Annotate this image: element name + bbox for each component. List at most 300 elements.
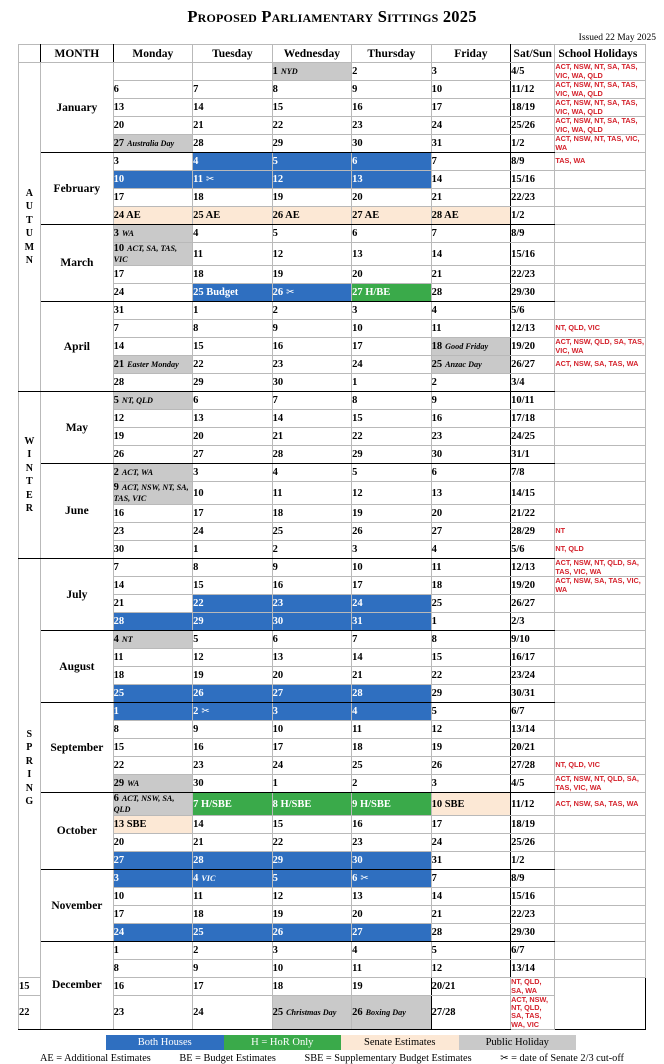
- school-holidays-cell: [555, 225, 646, 243]
- school-holidays-cell: NT, QLD, SA, WA: [511, 978, 555, 996]
- day-number: 28 AE: [431, 210, 459, 221]
- day-number: 18: [272, 508, 284, 519]
- school-holidays-cell: [555, 482, 646, 505]
- day-number: 23: [113, 526, 125, 537]
- week-row: [19, 99, 646, 117]
- day-number: 30: [193, 778, 204, 789]
- day-number: 11: [352, 963, 363, 974]
- weekend-cell: 25/26: [511, 834, 555, 852]
- day-number: 24 AE: [113, 210, 141, 221]
- day-number: 9: [272, 562, 278, 573]
- day-number: 2: [431, 377, 437, 388]
- col-header-season: [19, 45, 41, 63]
- day-cell: [431, 117, 511, 135]
- day-number: 25 Budget: [193, 287, 239, 298]
- day-number: 18: [113, 670, 125, 681]
- day-cell: [113, 685, 193, 703]
- day-cell: [193, 117, 273, 135]
- day-cell: [193, 63, 273, 81]
- day-cell: [193, 320, 273, 338]
- day-number: 24: [352, 598, 363, 609]
- day-cell: [272, 924, 352, 942]
- day-cell: [431, 906, 511, 924]
- day-number: 15: [113, 742, 125, 753]
- day-cell: [272, 852, 352, 870]
- school-holidays-cell: [555, 446, 646, 464]
- weekend-cell: 9/10: [511, 631, 555, 649]
- day-note: Boxing Day: [365, 1007, 406, 1017]
- school-holidays-cell: [555, 924, 646, 942]
- day-cell: [352, 924, 432, 942]
- day-number: 7: [352, 634, 358, 645]
- school-holidays-cell: TAS, WA: [555, 153, 646, 171]
- senate-cutoff-icon: ✂: [286, 287, 295, 298]
- day-number: 30: [113, 544, 125, 555]
- day-number: 23: [352, 837, 363, 848]
- day-cell: [113, 189, 193, 207]
- day-cell: [352, 793, 432, 816]
- day-cell: [113, 320, 193, 338]
- weekend-cell: 1/2: [511, 207, 555, 225]
- day-cell: [113, 834, 193, 852]
- season-label-winter: W I N T E R: [19, 392, 41, 559]
- day-cell: [272, 595, 352, 613]
- day-number: 5: [113, 395, 119, 406]
- week-row: [19, 595, 646, 613]
- week-row: [19, 302, 646, 320]
- day-cell: [193, 153, 273, 171]
- col-header-school-holidays: School Holidays: [555, 45, 646, 63]
- day-cell: [272, 374, 352, 392]
- weekend-cell: 5/6: [511, 541, 555, 559]
- day-cell: [193, 302, 273, 320]
- day-cell: [113, 505, 193, 523]
- week-row: [19, 631, 646, 649]
- school-holidays-cell: [555, 631, 646, 649]
- month-label-december: December: [41, 942, 113, 1030]
- day-number: 11: [272, 487, 283, 499]
- week-row: [19, 924, 646, 942]
- day-number: 4: [431, 544, 437, 555]
- day-number: 10: [431, 84, 443, 95]
- day-cell: [272, 816, 352, 834]
- weekend-cell: 4/5: [511, 775, 555, 793]
- day-cell: [272, 960, 352, 978]
- day-note: NYD: [280, 67, 298, 76]
- day-number: 1: [113, 706, 119, 717]
- day-cell: [352, 505, 432, 523]
- school-holidays-cell: [555, 685, 646, 703]
- day-number: 17: [193, 508, 204, 519]
- day-cell: [113, 117, 193, 135]
- day-number: 14: [193, 102, 204, 113]
- day-cell: [352, 266, 432, 284]
- col-header-month: MONTH: [41, 45, 113, 63]
- day-cell: [352, 541, 432, 559]
- month-label-january: January: [41, 63, 113, 153]
- day-cell: [431, 428, 511, 446]
- day-cell: [431, 942, 511, 960]
- day-cell: [431, 505, 511, 523]
- day-cell: [352, 63, 432, 81]
- day-number: 1: [193, 305, 199, 316]
- day-cell: [193, 266, 273, 284]
- day-number: 14: [431, 891, 443, 902]
- day-note: ACT, WA: [121, 468, 154, 477]
- day-cell: [431, 888, 511, 906]
- day-cell: [352, 721, 432, 739]
- day-cell: [19, 978, 41, 996]
- day-note: ACT, SA, TAS, VIC: [113, 244, 178, 264]
- day-cell: [193, 739, 273, 757]
- day-cell: [272, 631, 352, 649]
- day-cell: [431, 482, 511, 505]
- day-number: 7: [113, 562, 119, 573]
- day-cell: [19, 996, 41, 1030]
- day-cell: [193, 356, 273, 374]
- day-cell: [352, 667, 432, 685]
- day-number: 27 H/BE: [352, 287, 391, 298]
- school-holidays-cell: NT, QLD, VIC: [555, 757, 646, 775]
- week-row: [19, 81, 646, 99]
- week-row: [19, 978, 646, 996]
- day-cell: [431, 153, 511, 171]
- week-row: [19, 189, 646, 207]
- day-cell: [113, 942, 193, 960]
- day-cell: [352, 338, 432, 356]
- day-number: 14: [193, 819, 204, 830]
- day-cell: [193, 793, 273, 816]
- day-cell: [272, 667, 352, 685]
- week-row: [19, 757, 646, 775]
- weekend-cell: 6/7: [511, 703, 555, 721]
- day-cell: [272, 410, 352, 428]
- senate-cutoff-icon: ✂: [500, 1052, 509, 1064]
- day-cell: [272, 739, 352, 757]
- day-cell: [272, 338, 352, 356]
- day-number: 11: [193, 891, 204, 902]
- weekend-cell: 2/3: [511, 613, 555, 631]
- day-cell: [193, 392, 273, 410]
- day-number: 24: [113, 927, 125, 938]
- day-cell: [352, 703, 432, 721]
- week-row: [19, 613, 646, 631]
- week-row: [19, 721, 646, 739]
- legend-note: ✂ = date of Senate 2/3 cut-off: [500, 1052, 624, 1064]
- legend: [18, 1035, 646, 1064]
- day-cell: [272, 523, 352, 541]
- day-number: 26: [352, 1006, 363, 1018]
- day-number: 9: [431, 395, 437, 406]
- day-cell: [352, 942, 432, 960]
- weekend-cell: 15/16: [511, 888, 555, 906]
- day-number: 27 AE: [352, 210, 380, 221]
- day-number: 4: [272, 467, 278, 478]
- day-cell: [431, 834, 511, 852]
- day-cell: [193, 541, 273, 559]
- day-number: 5: [193, 634, 199, 645]
- weekend-cell: 8/9: [511, 225, 555, 243]
- day-cell: [113, 302, 193, 320]
- day-cell: [431, 338, 511, 356]
- day-number: 13: [431, 487, 443, 499]
- day-number: 8: [113, 724, 119, 735]
- day-cell: [352, 595, 432, 613]
- day-number: 6: [113, 84, 119, 95]
- legend-swatch-gray: Public Holiday: [459, 1035, 577, 1050]
- day-cell: [272, 613, 352, 631]
- legend-swatch-green: H = HoR Only: [224, 1035, 342, 1050]
- day-number: 27: [193, 449, 204, 460]
- day-cell: [352, 757, 432, 775]
- weekend-cell: 13/14: [511, 960, 555, 978]
- col-header-friday: Friday: [431, 45, 511, 63]
- weekend-cell: 4/5: [511, 63, 555, 81]
- day-number: 14: [113, 580, 125, 591]
- legend-swatch-peach: Senate Estimates: [341, 1035, 459, 1050]
- day-number: 19: [352, 508, 363, 519]
- day-number: 31: [431, 855, 443, 866]
- day-cell: [431, 320, 511, 338]
- weekend-cell: 31/1: [511, 446, 555, 464]
- day-cell: [272, 870, 352, 888]
- day-cell: [193, 834, 273, 852]
- day-cell: [113, 577, 193, 595]
- day-cell: [272, 63, 352, 81]
- day-number: 25: [272, 526, 284, 537]
- day-number: 20: [352, 909, 363, 920]
- day-number: 2: [193, 706, 199, 717]
- day-cell: [431, 410, 511, 428]
- school-holidays-cell: ACT, NSW, NT, SA, TAS, VIC, WA, QLD: [555, 63, 646, 81]
- week-row: [19, 816, 646, 834]
- day-cell: [272, 135, 352, 153]
- day-number: 15: [193, 580, 204, 591]
- day-cell: [431, 757, 511, 775]
- day-cell: [272, 834, 352, 852]
- day-number: 28: [431, 927, 443, 938]
- day-cell: [113, 243, 193, 266]
- day-cell: [272, 996, 352, 1030]
- day-number: 20: [113, 837, 125, 848]
- weekend-cell: 22/23: [511, 189, 555, 207]
- day-number: 25: [113, 688, 125, 699]
- day-number: 16: [113, 508, 125, 519]
- school-holidays-cell: [555, 888, 646, 906]
- day-cell: [431, 924, 511, 942]
- weekend-cell: 6/7: [511, 942, 555, 960]
- day-cell: [352, 207, 432, 225]
- day-number: 24: [193, 526, 204, 537]
- day-note: ACT, NSW, NT, SA, TAS, VIC: [113, 483, 189, 503]
- day-cell: [352, 482, 432, 505]
- week-row: [19, 906, 646, 924]
- day-number: 3: [352, 544, 358, 555]
- day-cell: [352, 649, 432, 667]
- day-cell: [431, 284, 511, 302]
- day-cell: [352, 356, 432, 374]
- month-label-october: October: [41, 793, 113, 870]
- day-cell: [431, 816, 511, 834]
- day-cell: [113, 464, 193, 482]
- day-cell: [272, 446, 352, 464]
- weekend-cell: 19/20: [511, 577, 555, 595]
- day-cell: [193, 870, 273, 888]
- day-number: 16: [352, 102, 363, 113]
- week-row: [19, 685, 646, 703]
- day-cell: [431, 739, 511, 757]
- day-number: 2: [272, 544, 278, 555]
- day-number: 21: [272, 431, 284, 442]
- day-cell: [272, 577, 352, 595]
- day-cell: [113, 153, 193, 171]
- day-number: 23: [352, 120, 363, 131]
- weekend-cell: 16/17: [511, 649, 555, 667]
- day-number: 19: [272, 192, 284, 203]
- day-cell: [113, 739, 193, 757]
- day-number: 9: [113, 482, 119, 493]
- school-holidays-cell: [555, 266, 646, 284]
- school-holidays-cell: [555, 595, 646, 613]
- day-cell: [272, 81, 352, 99]
- weekend-cell: 11/12: [511, 793, 555, 816]
- day-cell: [431, 703, 511, 721]
- day-cell: [193, 613, 273, 631]
- day-number: 20: [193, 431, 204, 442]
- day-number: 3: [431, 778, 437, 789]
- day-number: 7: [431, 228, 437, 239]
- day-cell: [272, 392, 352, 410]
- day-cell: [113, 721, 193, 739]
- day-number: 7 H/SBE: [193, 798, 232, 810]
- weekend-cell: 13/14: [511, 721, 555, 739]
- day-number: 24: [431, 120, 443, 131]
- day-number: 4: [193, 228, 199, 239]
- day-cell: [193, 888, 273, 906]
- month-label-july: July: [41, 559, 113, 631]
- week-row: [19, 996, 646, 1030]
- day-cell: [352, 960, 432, 978]
- legend-note: BE = Budget Estimates: [179, 1052, 276, 1064]
- school-holidays-cell: [555, 721, 646, 739]
- legend-swatch-blue: Both Houses: [106, 1035, 224, 1050]
- day-number: 26: [272, 927, 284, 938]
- day-number: 7: [193, 84, 199, 95]
- table-body: [19, 63, 646, 1030]
- month-label-march: March: [41, 225, 113, 302]
- day-number: 13: [352, 891, 363, 902]
- day-cell: [113, 978, 193, 996]
- day-number: 23: [431, 431, 443, 442]
- day-cell: [193, 338, 273, 356]
- day-number: 3: [193, 467, 199, 478]
- day-number: 15: [272, 102, 284, 113]
- day-cell: [352, 613, 432, 631]
- day-number: 17: [431, 102, 443, 113]
- day-cell: [272, 464, 352, 482]
- day-cell: [431, 523, 511, 541]
- school-holidays-cell: [555, 284, 646, 302]
- day-number: 16: [352, 819, 363, 830]
- day-cell: [113, 338, 193, 356]
- day-number: 3: [352, 305, 358, 316]
- day-number: 27: [272, 688, 284, 699]
- school-holidays-cell: [555, 464, 646, 482]
- month-label-november: November: [41, 870, 113, 942]
- day-number: 8: [352, 395, 358, 406]
- week-row: [19, 374, 646, 392]
- weekend-cell: 8/9: [511, 870, 555, 888]
- day-cell: [352, 225, 432, 243]
- day-number: 26 AE: [272, 210, 300, 221]
- day-cell: [352, 978, 432, 996]
- day-number: 31: [113, 305, 125, 316]
- day-number: 19: [272, 269, 284, 280]
- day-cell: [352, 834, 432, 852]
- col-header-monday: Monday: [113, 45, 193, 63]
- day-cell: [113, 446, 193, 464]
- day-number: 3: [113, 156, 119, 167]
- day-number: 18: [272, 981, 284, 992]
- week-row: [19, 243, 646, 266]
- school-holidays-cell: [555, 649, 646, 667]
- day-number: 17: [113, 192, 125, 203]
- day-number: 3: [272, 706, 278, 717]
- week-row: [19, 171, 646, 189]
- day-number: 18: [193, 909, 204, 920]
- day-cell: [352, 284, 432, 302]
- week-row: [19, 523, 646, 541]
- day-number: 16: [431, 413, 443, 424]
- day-number: 20: [272, 670, 284, 681]
- day-cell: [113, 649, 193, 667]
- day-cell: [272, 888, 352, 906]
- day-cell: [193, 942, 273, 960]
- week-row: [19, 338, 646, 356]
- day-cell: [431, 446, 511, 464]
- day-number: 23: [193, 760, 204, 771]
- day-cell: [272, 505, 352, 523]
- school-holidays-cell: [555, 207, 646, 225]
- weekend-cell: 15/16: [511, 243, 555, 266]
- day-cell: [113, 775, 193, 793]
- day-cell: [352, 302, 432, 320]
- day-number: 21: [193, 120, 204, 131]
- week-row: [19, 649, 646, 667]
- day-cell: [272, 793, 352, 816]
- day-number: 28: [431, 287, 443, 298]
- weekend-cell: 12/13: [511, 559, 555, 577]
- day-cell: [113, 703, 193, 721]
- day-number: 12: [272, 174, 284, 185]
- day-cell: [193, 816, 273, 834]
- month-label-may: May: [41, 392, 113, 464]
- day-number: 27: [431, 526, 443, 537]
- day-number: 24: [193, 1006, 204, 1018]
- day-number: 20: [431, 508, 443, 519]
- month-label-september: September: [41, 703, 113, 793]
- day-cell: [431, 225, 511, 243]
- day-cell: [193, 482, 273, 505]
- day-number: 17: [113, 909, 125, 920]
- day-cell: [431, 960, 511, 978]
- day-cell: [431, 243, 511, 266]
- day-cell: [272, 117, 352, 135]
- day-number: 2: [352, 778, 358, 789]
- day-cell: [193, 721, 273, 739]
- weekend-cell: 17/18: [511, 410, 555, 428]
- day-cell: [193, 464, 273, 482]
